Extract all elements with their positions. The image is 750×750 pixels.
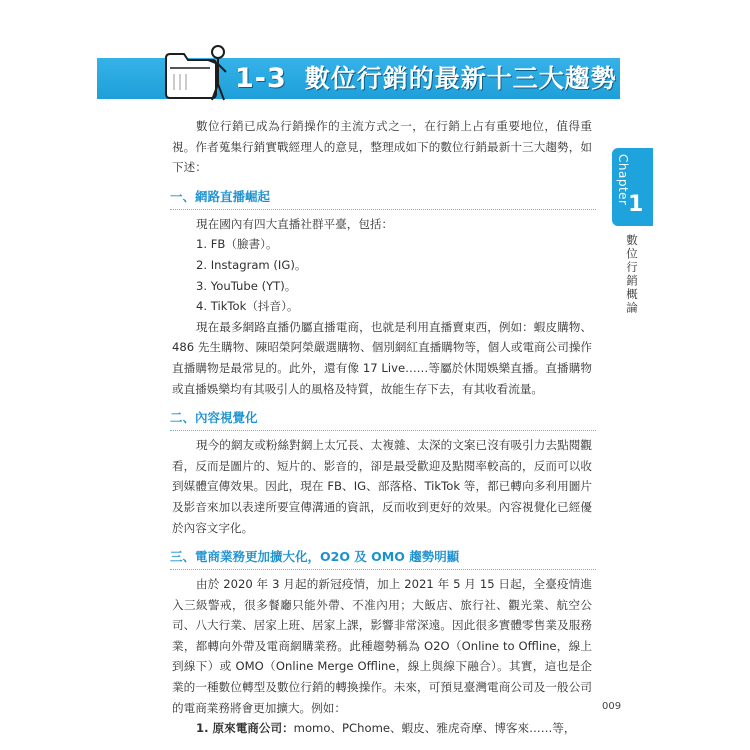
page-body	[172, 116, 592, 739]
list-item: 1. FB（臉書）。	[196, 237, 278, 252]
folder-mascot-icon	[160, 40, 232, 106]
section-number: 1-3	[235, 63, 287, 94]
list-item-text: momo、PChome、蝦皮、雅虎奇摩、博客來……等，	[293, 721, 576, 736]
page-number: 009	[602, 701, 622, 712]
chapter-tab	[612, 148, 653, 226]
list-item: 4. TikTok（抖音）。	[196, 299, 299, 314]
section2-body: 現今的網友或粉絲對網上太冗長、太複雜、太深的文案已沒有吸引力去點閱觀看，反而是圖片的、短片的、影音的，卻是最受歡迎及點閱率較高的，反而可以收到媒體宣傳效果。因此，現在 FB、IG、部落格、TikTok 等，都已轉向多利用圖片及影音來加以表達所要宣傳溝通的資訊，反而收到更好的效果。內容視覺化已經優於內容文字化。	[172, 438, 592, 535]
chapter-label: Chapter	[616, 154, 630, 206]
section-heading-1: 一、網路直播崛起	[170, 186, 596, 210]
list-item: 2. Instagram (IG)。	[196, 257, 307, 272]
chapter-number: 1	[628, 192, 644, 217]
intro-paragraph: 數位行銷已成為行銷操作的主流方式之一，在行銷上占有重要地位，值得重視。作者蒐集行銷實戰經理人的意見，整理成如下的數位行銷最新十三大趨勢，如下述：	[172, 119, 592, 175]
section-title-text: 數位行銷的最新十三大趨勢	[304, 64, 617, 93]
list-item	[196, 718, 592, 739]
section3-body: 由於 2020 年 3 月起的新冠疫情，加上 2021 年 5 月 15 日起，全臺疫情進入三級警戒，很多餐廳只能外帶、不准內用；大飯店、旅行社、觀光業、航空公司、八大行業、居家上班、居家上課，影響非常深遠。因此很多實體零售業及服務業，都轉向外帶及電商網購業務。此種趨勢稱為 O2O（Online to Offline，線上到線下）或 OMO（Online Merge Offline，線上與線下融合）。其實，這也是企業的一種數位轉型及數位行銷的轉換操作。未來，可預見臺灣電商公司及一般公司的電商業務將會更加擴大。例如：	[172, 577, 592, 715]
section-heading-2: 二、內容視覺化	[170, 407, 596, 431]
list-item: 3. YouTube (YT)。	[196, 278, 297, 293]
section1-lead: 現在國內有四大直播社群平臺，包括：	[196, 216, 394, 231]
section1-body: 現在最多網路直播仍屬直播電商，也就是利用直播賣東西，例如：蝦皮購物、486 先生購物、陳昭榮阿榮嚴選購物、個別網紅直播購物等，個人或電商公司操作直播購物是最常見的。此外，還有像 17 Live……等屬於休閒娛樂直播。直播購物或直播娛樂均有其吸引人的風格及特質，故能生存下去，有其收看流量。	[172, 319, 593, 396]
section-heading-3: 三、電商業務更加擴大化，O2O 及 OMO 趨勢明顯	[170, 546, 596, 570]
list-item-label: 1. 原來電商公司：	[196, 721, 294, 736]
section-title	[235, 58, 617, 99]
chapter-name: 數位行銷概論	[625, 234, 639, 315]
